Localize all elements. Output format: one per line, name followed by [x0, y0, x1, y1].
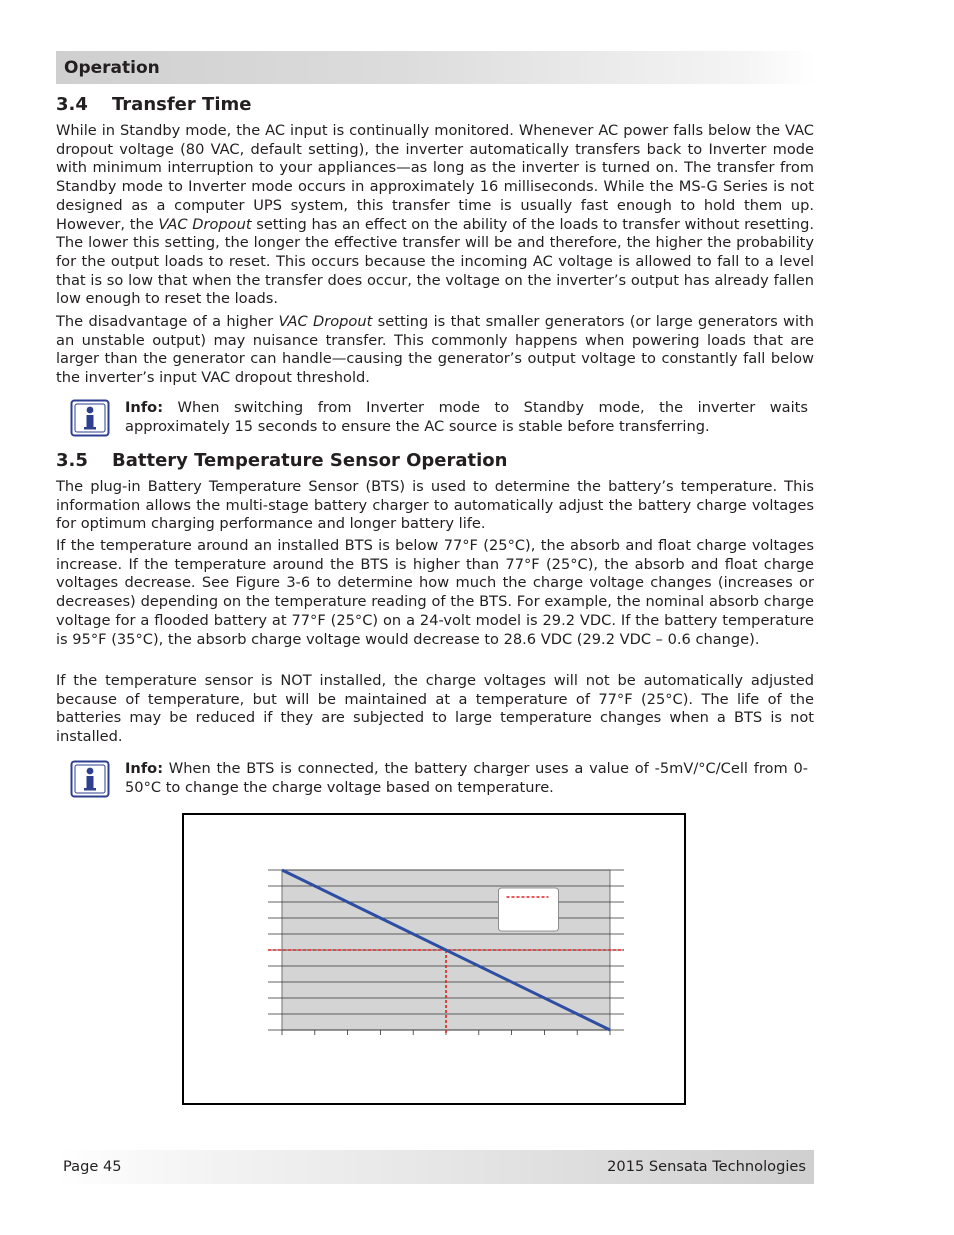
- info-icon: [70, 760, 110, 798]
- info-note-transfer: [125, 399, 808, 436]
- heading-number: 3.4: [56, 94, 88, 115]
- paragraph-bts-1: The plug-in Battery Temperature Sensor (BTS) is used to determine the battery’s temperature. This information allows the multi-stage battery charger to automatically adjust the battery charge voltages for optimum charging performance and longer battery life.: [56, 478, 814, 533]
- info-icon: [70, 399, 110, 437]
- text-emphasis: VAC Dropout: [278, 313, 373, 330]
- text-emphasis: VAC Dropout: [158, 215, 252, 233]
- paragraph-transfer-2: [56, 313, 814, 388]
- info-body: When the BTS is connected, the battery charger uses a value of -5mV/°C/Cell from 0-50°C to change the charge voltage based on temperature.: [125, 760, 808, 796]
- info-label: Info:: [125, 399, 164, 416]
- legend: [498, 888, 558, 931]
- heading-title: Battery Temperature Sensor Operation: [112, 450, 508, 471]
- info-note-bts: [125, 760, 808, 797]
- figure-temperature-compensation: [182, 813, 686, 1105]
- paragraph-bts-2: If the temperature around an installed BTS is below 77°F (25°C), the absorb and float charge voltages increase. If the temperature around the BTS is higher than 77°F (25°C), the absorb and float charge voltages decrease. See Figure 3-6 to determine how much the charge voltage changes (increases or decreases) depending on the temperature reading of the BTS. For example, the nominal absorb charge voltage for a flooded battery at 77°F (25°C) on a 24-volt model is 29.2 VDC. If the battery temperature is 95°F (35°C), the absorb charge voltage would decrease to 28.6 VDC (29.2 VDC – 0.6 change).: [56, 537, 814, 648]
- text-run: setting is that smaller generators (or large generators with an unstable output) may nuisance transfer. This commonly happens when powering loads that are larger than the generator can handle—causing the generator’s output voltage to constantly fall below the inverter’s input VAC dropout threshold.: [56, 313, 815, 387]
- info-label: Info:: [125, 760, 164, 777]
- legend-box: [498, 888, 558, 931]
- section-header-bar: [56, 51, 816, 84]
- heading-transfer-time: [56, 94, 251, 115]
- footer-bar: [56, 1150, 814, 1184]
- text-run: While in Standby mode, the AC input is continually monitored. Whenever AC power falls below the VAC dropout voltage (80 VAC, default setting), the inverter automatically transfers back to Inverter mode with minimum interruption to your appliances—as long as the inverter is turned on. The transfer from Standby mode to Inverter mode occurs in approximately 16 milliseconds. While the MS-G Series is not designed as a computer UPS system, this transfer time is usually fast enough to hold them up. However, the: [56, 122, 814, 233]
- page-number: Page 45: [63, 1158, 122, 1175]
- paragraph-transfer-1: [56, 122, 814, 309]
- temperature-compensation-chart: [184, 815, 684, 1103]
- footer-copyright: 2015 Sensata Technologies: [607, 1158, 806, 1175]
- heading-title: Transfer Time: [112, 94, 252, 115]
- info-body: When switching from Inverter mode to Standby mode, the inverter waits approximately 15 seconds to ensure the AC source is stable before transferring.: [125, 399, 808, 435]
- text-run: setting has an effect on the ability of the loads to transfer without resetting. The lower this setting, the longer the effective transfer will be and therefore, the higher the probability for the output loads to reset. This occurs because the incoming AC voltage is allowed to fall to a level that is so low that when the transfer does occur, the voltage on the inverter’s output has already fallen low enough to reset the loads.: [56, 215, 814, 308]
- section-title: Operation: [64, 58, 160, 78]
- text-run: The disadvantage of a higher: [56, 313, 279, 330]
- heading-bts-operation: [56, 450, 507, 471]
- heading-number: 3.5: [56, 450, 88, 471]
- paragraph-bts-3: If the temperature sensor is NOT installed, the charge voltages will not be automatically adjusted because of temperature, but will be maintained at a temperature of 77°F (25°C). The life of the batteries may be reduced if they are subjected to large temperature changes when a BTS is not installed.: [56, 672, 814, 746]
